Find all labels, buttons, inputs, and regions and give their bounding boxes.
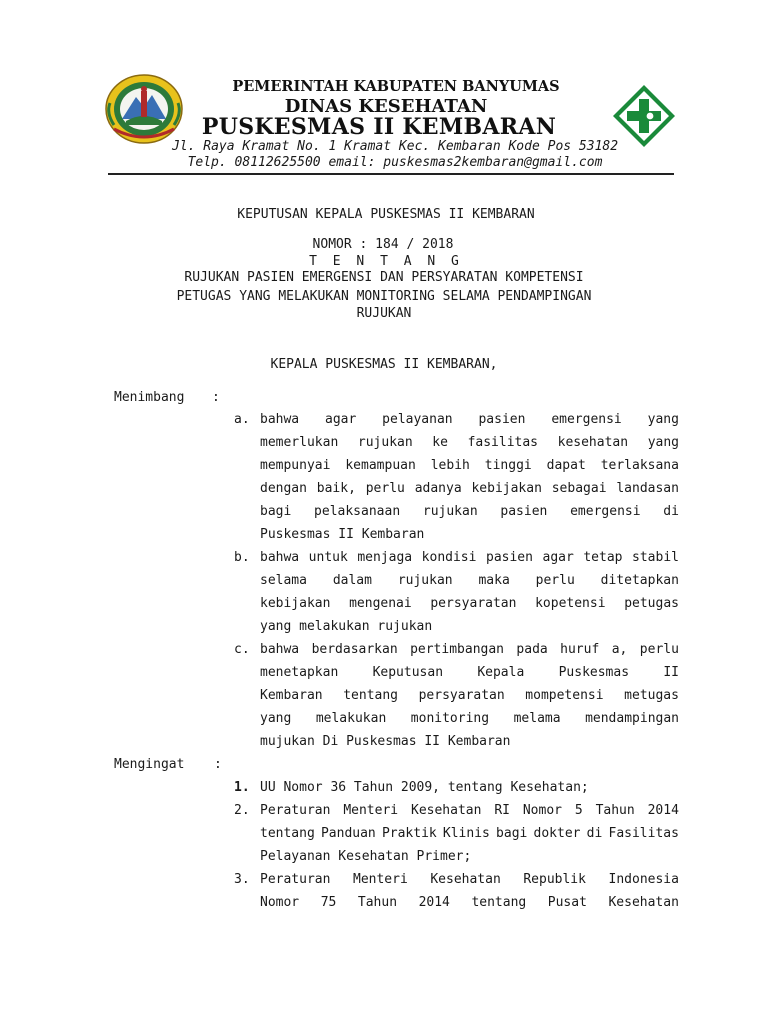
menimbang-item-c xyxy=(260,638,679,753)
text-line: mujukan Di Puskesmas II Kembaran xyxy=(260,734,511,749)
text-line: bahwa untuk menjaga kondisi pasien agar tetap stabil xyxy=(260,550,679,565)
address-line: Jl. Raya Kramat No. 1 Kramat Kec. Kembaran Kode Pos 53182 xyxy=(171,139,619,154)
text-line: Peraturan Menteri Kesehatan RI Nomor 5 Tahun 2014 xyxy=(260,803,679,818)
item-marker: c. xyxy=(234,642,250,657)
mengingat-item-3 xyxy=(260,868,679,914)
text-line: yang melakukan monitoring melama mendampingan xyxy=(260,711,679,726)
text-line: tentang Panduan Praktik Klinis bagi dokter di Fasilitas xyxy=(260,826,679,841)
contact-line: Telp. 08112625500 email: puskesmas2kembaran@gmail.com xyxy=(187,155,603,170)
text-line: kebijakan mengenai persyaratan kopetensi petugas xyxy=(260,596,679,611)
item-marker: b. xyxy=(234,550,250,565)
text-line: UU Nomor 36 Tahun 2009, tentang Kesehatan; xyxy=(260,780,589,795)
agency-name: DINAS KESEHATAN xyxy=(284,96,488,117)
government-name: PEMERINTAH KABUPATEN BANYUMAS xyxy=(232,78,560,95)
item-marker: a. xyxy=(234,412,250,427)
menimbang-item-b xyxy=(260,546,679,638)
text-line: dengan baik, perlu adanya kebijakan sebagai landasan xyxy=(260,481,679,496)
menimbang-item-a xyxy=(260,408,679,546)
subject-line: RUJUKAN xyxy=(356,306,412,321)
item-marker: 3. xyxy=(234,872,250,887)
mengingat-label: Mengingat xyxy=(114,757,185,772)
text-line: bahwa agar pelayanan pasien emergensi yang xyxy=(260,412,679,427)
puskesmas-name: PUSKESMAS II KEMBARAN xyxy=(201,114,557,140)
mengingat-item-1 xyxy=(260,776,679,799)
text-line: Nomor 75 Tahun 2014 tentang Pusat Kesehatan xyxy=(260,895,679,910)
item-marker: 1. xyxy=(234,780,250,795)
menimbang-label: Menimbang xyxy=(114,390,185,405)
text-line: menetapkan Keputusan Kepala Puskesmas II xyxy=(260,665,679,680)
mengingat-colon: : xyxy=(214,757,222,772)
subject-line: RUJUKAN PASIEN EMERGENSI DAN PERSYARATAN KOMPETENSI xyxy=(184,270,584,285)
text-line: Peraturan Menteri Kesehatan Republik Indonesia xyxy=(260,872,679,887)
text-line: mempunyai kemampuan lebih tinggi dapat terlaksana xyxy=(260,458,679,473)
text-line: yang melakukan rujukan xyxy=(260,619,433,634)
text-line: selama dalam rujukan maka perlu ditetapkan xyxy=(260,573,679,588)
about-heading: T E N T A N G xyxy=(309,254,463,269)
text-line: Pelayanan Kesehatan Primer; xyxy=(260,849,472,864)
mengingat-item-2 xyxy=(260,799,679,868)
text-line: bahwa berdasarkan pertimbangan pada huruf a, perlu xyxy=(260,642,679,657)
decree-number: NOMOR : 184 / 2018 xyxy=(312,237,454,252)
text-line: bagi pelaksanaan rujukan pasien emergensi di xyxy=(260,504,679,519)
text-line: memerlukan rujukan ke fasilitas kesehatan yang xyxy=(260,435,679,450)
menimbang-colon: : xyxy=(212,390,220,405)
decree-title: KEPUTUSAN KEPALA PUSKESMAS II KEMBARAN xyxy=(237,207,535,222)
subject-line: PETUGAS YANG MELAKUKAN MONITORING SELAMA PENDAMPINGAN xyxy=(176,289,592,304)
text-line: Puskesmas II Kembaran xyxy=(260,527,425,542)
item-marker: 2. xyxy=(234,803,250,818)
head-of-puskesmas: KEPALA PUSKESMAS II KEMBARAN, xyxy=(270,357,498,372)
header-divider xyxy=(108,173,674,175)
text-line: Kembaran tentang persyaratan mompetensi metugas xyxy=(260,688,679,703)
